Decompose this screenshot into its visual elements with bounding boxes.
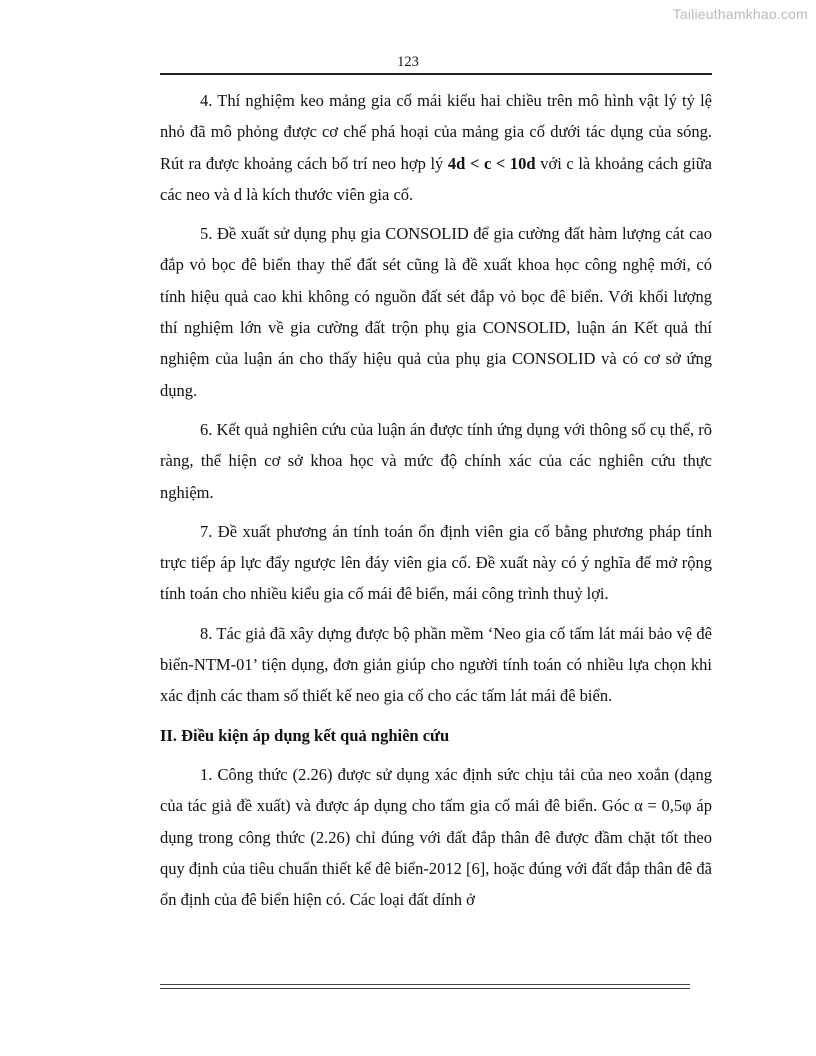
footer-rule-top: [160, 984, 690, 985]
section-paragraph-1: 1. Công thức (2.26) được sử dụng xác định sức chịu tải của neo xoắn (dạng của tác giả đề xuất) và được áp dụng cho tấm gia cố mái đê biển. Góc α = 0,5φ áp dụng trong công thức (2.26) chỉ đúng với đất đắp thân đê được đầm chặt tốt theo quy định của tiêu chuẩn thiết kế đê biển-2012 [6], hoặc đúng với đất đắp thân đê đã ổn định của đê biển hiện có. Các loại đất dính ở: [160, 764, 712, 910]
paragraph-4: [160, 85, 712, 210]
anchor-spacing-formula: 4d < c < 10d: [447, 153, 536, 173]
watermark: Tailieuthamkhao.com: [672, 6, 808, 22]
paragraph-4-text-end: với c là khoảng cách giữa các neo và d là kích thước viên gia cố.: [160, 153, 712, 204]
page-content: [160, 85, 712, 923]
footer-rule-bottom: [160, 988, 690, 989]
header-rule: [160, 73, 712, 75]
paragraph-7: 7. Đề xuất phương án tính toán ổn định viên gia cố bằng phương pháp tính trực tiếp áp lực đẩy ngược lên đáy viên gia cố. Đề xuất này có ý nghĩa để mở rộng tính toán cho nhiều kiểu gia cố mái đê biển, mái công trình thuỷ lợi.: [160, 521, 712, 604]
section-heading: II. Điều kiện áp dụng kết quả nghiên cứu: [160, 725, 450, 745]
paragraph-8: 8. Tác giả đã xây dựng được bộ phần mềm ‘Neo gia cố tấm lát mái bảo vệ đê biển-NTM-01’ tiện dụng, đơn giản giúp cho người tính toán có nhiều lựa chọn khi xác định các tham số thiết kế neo gia cố cho các tấm lát mái đê biển.: [160, 623, 712, 706]
paragraph-6: 6. Kết quả nghiên cứu của luận án được tính ứng dụng với thông số cụ thể, rõ ràng, thể hiện cơ sở khoa học và mức độ chính xác của các nghiên cứu thực nghiệm.: [160, 419, 712, 502]
paragraph-4-text: 4. Thí nghiệm keo mảng gia cố mái kiểu hai chiều trên mô hình vật lý tỷ lệ nhỏ đã mô phỏng được cơ chế phá hoại của mảng gia cố dưới tác dụng của sóng. Rút ra được khoảng cách bố trí neo hợp lý: [160, 91, 712, 173]
paragraph-5: 5. Đề xuất sử dụng phụ gia CONSOLID để gia cường đất hàm lượng cát cao đắp vỏ bọc đê biển thay thế đất sét cũng là đề xuất khoa học công nghệ mới, có tính hiệu quả cao khi không có nguồn đất sét đắp vỏ bọc đê biển. Với khối lượng thí nghiệm lớn về gia cường đất trộn phụ gia CONSOLID, luận án Kết quả thí nghiệm của luận án cho thấy hiệu quả của phụ gia CONSOLID và có cơ sở ứng dụng.: [160, 224, 712, 400]
page-number: 123: [397, 54, 419, 70]
